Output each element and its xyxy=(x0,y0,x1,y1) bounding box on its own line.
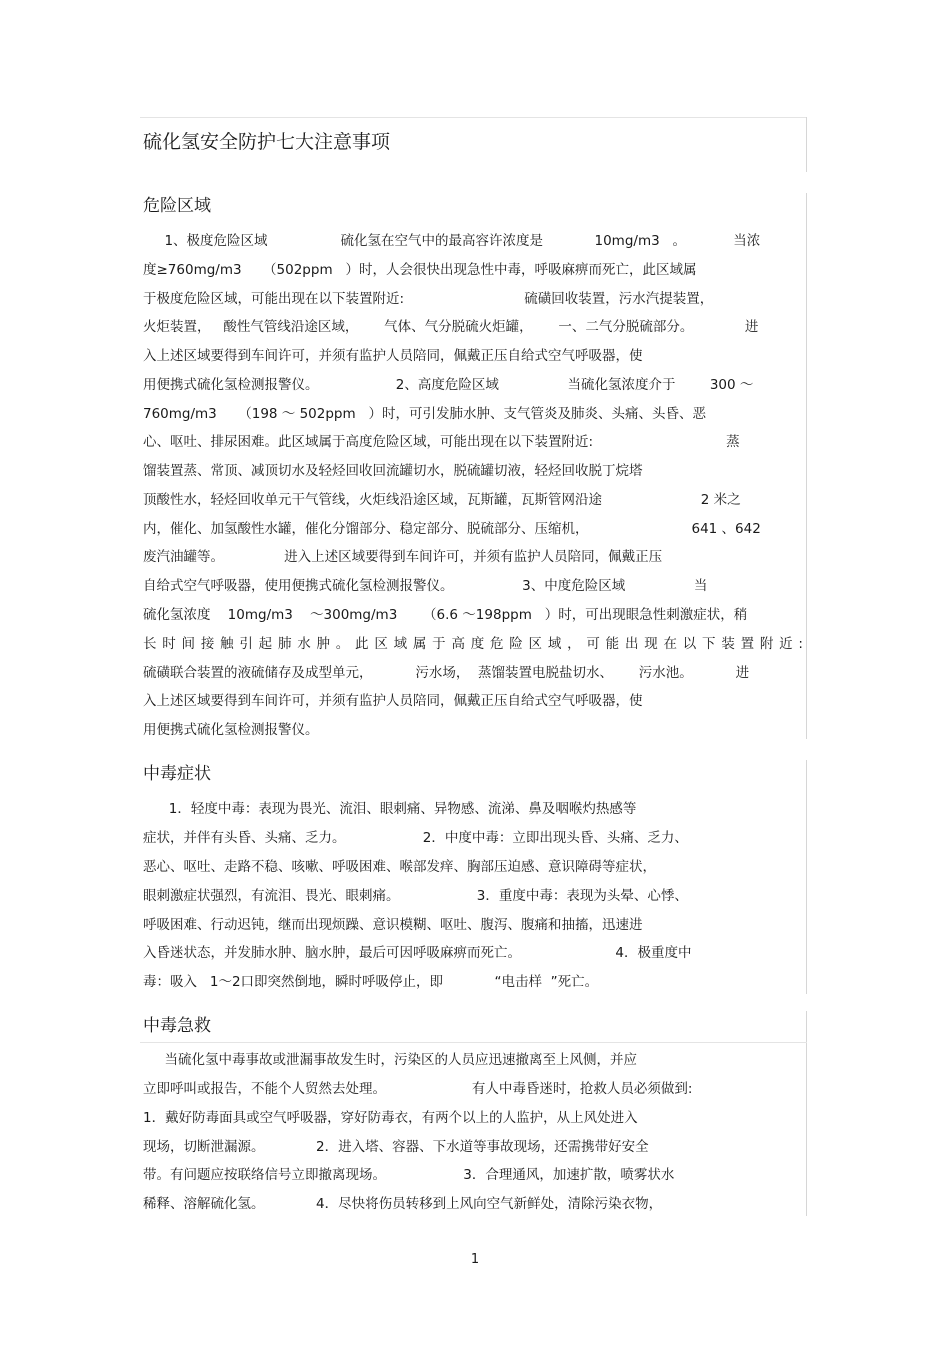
paragraph-line: 于极度危险区域，可能出现在以下装置附近: 硫磺回收装置，污水汽提装置， xyxy=(143,291,714,307)
paragraph-line: 1．戴好防毒面具或空气呼吸器，穿好防毒衣，有两个以上的人监护，从上风处进入 xyxy=(143,1110,638,1126)
paragraph-line: 稀释、溶解硫化氢。 4．尽快将伤员转移到上风向空气新鲜处，清除污染衣物， xyxy=(143,1196,663,1212)
section-heading-danger-zones: 危险区域 xyxy=(143,196,211,216)
paragraph-line: 毒：吸入 1～2口即突然倒地，瞬时呼吸停止，即 “电击样 ”死亡。 xyxy=(143,974,599,990)
paragraph-line: 现场，切断泄漏源。 2．进入塔、容器、下水道等事故现场，还需携带好安全 xyxy=(143,1139,649,1155)
paragraph-line: 用便携式硫化氢检测报警仪。 xyxy=(143,722,319,738)
paragraph-line: 当硫化氢中毒事故或泄漏事故发生时，污染区的人员应迅速撤离至上风侧，并应 xyxy=(143,1052,637,1068)
paragraph-line: 顶酸性水，轻烃回收单元干气管线，火炬线沿途区域，瓦斯罐，瓦斯管网沿途 2 米之 xyxy=(143,492,741,508)
paragraph-line: 心、呕吐、排尿困难。此区域属于高度危险区域，可能出现在以下装置附近: 蒸 xyxy=(143,434,740,450)
paragraph-line: 眼刺激症状强烈，有流泪、畏光、眼刺痛。 3．重度中毒：表现为头晕、心悸、 xyxy=(143,888,688,904)
paragraph-line: 入上述区域要得到车间许可，并须有监护人员陪同，佩戴正压自给式空气呼吸器，使 xyxy=(143,348,643,364)
paragraph-line: 入昏迷状态，并发肺水肿、脑水肿，最后可因呼吸麻痹而死亡。 4．极重度中 xyxy=(143,945,692,961)
paragraph-line: 1．轻度中毒：表现为畏光、流泪、眼刺痛、异物感、流涕、鼻及咽喉灼热感等 xyxy=(143,801,637,817)
title-right-rule xyxy=(806,117,807,172)
paragraph-line: 馏装置蒸、常顶、减顶切水及轻烃回收回流罐切水，脱硫罐切液，轻烃回收脱丁烷塔 xyxy=(143,463,643,479)
paragraph-line: 立即呼叫或报告，不能个人贸然去处理。 有人中毒昏迷时，抢救人员必须做到: xyxy=(143,1081,693,1097)
paragraph-line: 760mg/m3 （198 ～ 502ppm ）时，可引发肺水肿、支气管炎及肺炎、头痛、头昏、恶 xyxy=(143,406,707,422)
paragraph-line: 硫磺联合装置的液硫储存及成型单元， 污水场， 蒸馏装置电脱盐切水、 污水池。 进 xyxy=(143,665,750,681)
section-heading-poisoning-symptoms: 中毒症状 xyxy=(143,764,211,784)
paragraph-line: 自给式空气呼吸器，使用便携式硫化氢检测报警仪。 3、中度危险区域 当 xyxy=(143,578,708,594)
paragraph-line: 火炬装置， 酸性气管线沿途区域， 气体、气分脱硫火炬罐， 一、二气分脱硫部分。 进 xyxy=(143,319,759,335)
paragraph-line: 恶心、呕吐、走路不稳、咳嗽、呼吸困难、喉部发痒、胸部压迫感、意识障碍等症状， xyxy=(143,859,656,875)
section3-heading-rule xyxy=(140,1042,807,1043)
paragraph-line: 症状，并伴有头昏、头痛、乏力。 2．中度中毒：立即出现头昏、头痛、乏力、 xyxy=(143,830,688,846)
paragraph-line: 用便携式硫化氢检测报警仪。 2、高度危险区域 当硫化氢浓度介于 300 ～ xyxy=(143,377,754,393)
paragraph-line: 入上述区域要得到车间许可，并须有监护人员陪同，佩戴正压自给式空气呼吸器，使 xyxy=(143,693,643,709)
paragraph-line: 1、极度危险区域 硫化氢在空气中的最高容许浓度是 10mg/m3 。 当浓 xyxy=(143,233,761,249)
section2-right-rule xyxy=(806,760,807,994)
page-number: 1 xyxy=(470,1252,480,1267)
section-heading-poisoning-first-aid: 中毒急救 xyxy=(143,1016,211,1036)
paragraph-line: 度≥760mg/m3 （502ppm ）时，人会很快出现急性中毒，呼吸麻痹而死亡，此区域属 xyxy=(143,262,697,278)
document-title: 硫化氢安全防护七大注意事项 xyxy=(143,131,391,153)
paragraph-line: 带。有问题应按联络信号立即撤离现场。 3．合理通风，加速扩散，喷雾状水 xyxy=(143,1167,675,1183)
paragraph-line: 废汽油罐等。 进入上述区域要得到车间许可，并须有监护人员陪同，佩戴正压 xyxy=(143,549,663,565)
title-top-rule xyxy=(140,117,807,118)
paragraph-line: 呼吸困难、行动迟钝，继而出现烦躁、意识模糊、呕吐、腹泻、腹痛和抽搐，迅速进 xyxy=(143,917,643,933)
section1-right-rule xyxy=(806,193,807,739)
paragraph-line: 内，催化、加氢酸性水罐，催化分馏部分、稳定部分、脱硫部分、压缩机， 641 、642 xyxy=(143,521,761,537)
paragraph-line: 长时间接触引起肺水肿。此区域属于高度危险区域，可能出现在以下装置附近: xyxy=(143,636,803,652)
paragraph-line: 硫化氢浓度 10mg/m3 ～300mg/m3 （6.6 ～198ppm ）时，可出现眼急性刺激症状，稍 xyxy=(143,607,748,623)
